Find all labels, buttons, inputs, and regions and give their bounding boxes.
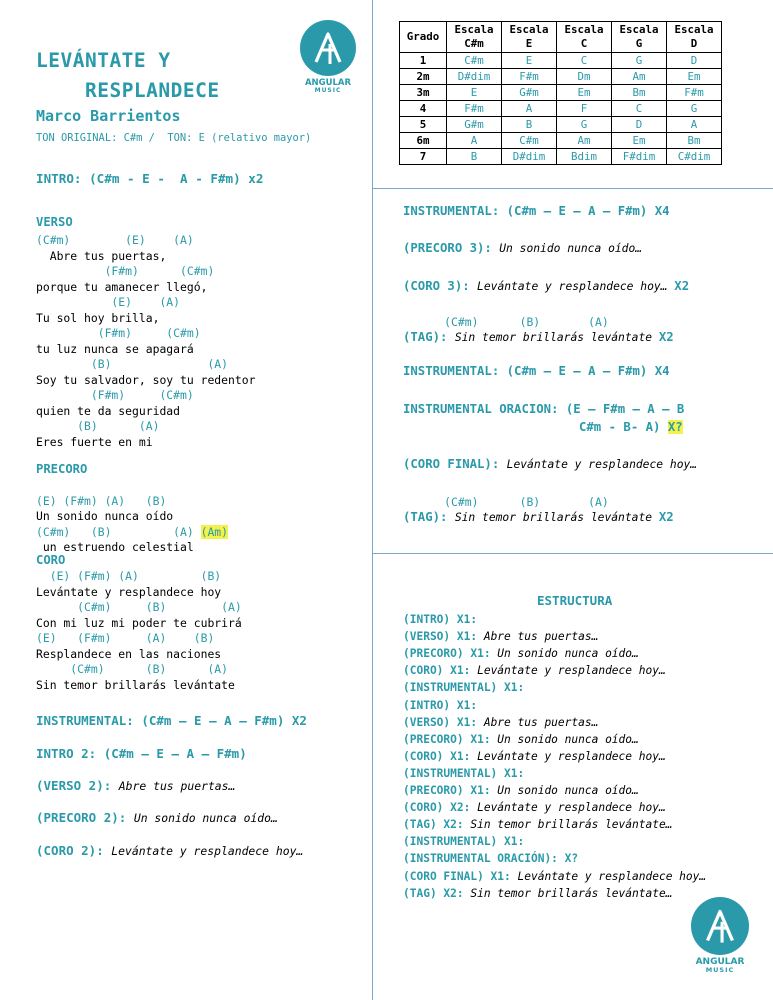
tag2-label: (TAG): <box>403 510 455 524</box>
coro3-lyric: Levántate y resplandece hoy… <box>477 280 675 293</box>
table-row <box>400 149 722 165</box>
chord-cell: F <box>557 101 612 117</box>
estructura-section: (PRECORO) X1: <box>403 732 498 746</box>
estructura-section: (CORO FINAL) X1: <box>403 869 518 883</box>
chord-line: (B) (A) <box>36 419 160 433</box>
chord-cell: F#m <box>502 69 557 85</box>
chord-cell: A <box>502 101 557 117</box>
estructura-item <box>403 681 524 694</box>
estructura-item <box>403 664 666 677</box>
estructura-item <box>403 767 524 780</box>
chord-line: (F#m) (C#m) <box>36 388 194 402</box>
chord-line: (C#m) (E) (A) <box>36 233 194 247</box>
lyric-line: Sin temor brillarás levántate <box>36 677 235 692</box>
instrumental-right-1: INSTRUMENTAL: (C#m – E – A – F#m) X4 <box>403 204 670 218</box>
coro-final-label: (CORO FINAL): <box>403 457 507 471</box>
angular-music-logo-icon <box>300 20 356 76</box>
chord-cell: Bdim <box>557 149 612 165</box>
lyric-line: Abre tus puertas, <box>36 248 167 263</box>
tag-lyric: Sin temor brillarás levántate <box>454 331 659 344</box>
estructura-section: (TAG) X2: <box>403 818 471 832</box>
tag2-lyric: Sin temor brillarás levántate <box>454 511 659 524</box>
estructura-section: (PRECORO) X1: <box>403 647 498 661</box>
estructura-section: (INSTRUMENTAL) X1: <box>403 766 525 780</box>
chord-cell: F#m <box>447 101 502 117</box>
coro-block <box>36 569 242 693</box>
chord-line: (E) (F#m) (A) (B) <box>36 493 167 508</box>
chord-cell: D <box>667 53 722 69</box>
grade-cell: 4 <box>400 101 447 117</box>
estructura-section: (INSTRUMENTAL) X1: <box>403 681 525 695</box>
estructura-lyric: Un sonido nunca oído… <box>497 647 639 661</box>
lyric-line: Resplandece en las naciones <box>36 646 222 661</box>
oracion-chords: C#m - B- A) <box>579 420 668 434</box>
estructura-section: (INSTRUMENTAL ORACIÓN): X? <box>403 852 579 866</box>
tag-repeat: X2 <box>658 330 674 344</box>
right-divider-1 <box>372 188 773 189</box>
chord-cell: Em <box>667 69 722 85</box>
grade-cell: 1 <box>400 53 447 69</box>
estructura-section: (CORO) X2: <box>403 801 478 815</box>
table-header: Escala C <box>557 22 612 53</box>
precoro3-lyric: Un sonido nunca oído… <box>499 242 643 255</box>
brand-logo-top <box>298 20 358 94</box>
estructura-section: (TAG) X2: <box>403 886 471 900</box>
brand-logo-bottom <box>686 897 754 974</box>
chord-cell: Am <box>557 133 612 149</box>
coro-final-line <box>403 457 697 471</box>
estructura-item <box>403 852 578 865</box>
logo-subtext: MUSIC <box>314 86 342 94</box>
estructura-section: (VERSO) X1: <box>403 630 484 644</box>
scale-table <box>399 21 722 165</box>
chord-line: (E) (F#m) (A) (B) <box>36 569 222 583</box>
grade-cell: 7 <box>400 149 447 165</box>
instrumental-right-2: INSTRUMENTAL: (C#m – E – A – F#m) X4 <box>403 364 670 378</box>
estructura-section: (INSTRUMENTAL) X1: <box>403 835 525 849</box>
grade-cell: 5 <box>400 117 447 133</box>
chord-cell: F#m <box>667 85 722 101</box>
table-row <box>400 69 722 85</box>
chord-cell: Dm <box>557 69 612 85</box>
logo-subtext: MUSIC <box>705 966 735 974</box>
chord-cell: A <box>447 133 502 149</box>
lyric-line: quien te da seguridad <box>36 403 181 418</box>
chord-cell: E <box>447 85 502 101</box>
chord-cell: G <box>557 117 612 133</box>
table-header: Escala E <box>502 22 557 53</box>
table-header: Grado <box>400 22 447 53</box>
estructura-lyric: Levántate y resplandece hoy… <box>477 749 666 763</box>
right-divider-2 <box>372 553 773 554</box>
chord-cell: G <box>612 53 667 69</box>
chord-cell: C#m <box>447 53 502 69</box>
estructura-item <box>403 870 706 883</box>
tag2-repeat: X2 <box>658 510 674 524</box>
coro2-label: (CORO 2): <box>36 843 112 858</box>
estructura-item <box>403 716 598 729</box>
precoro2-line <box>36 810 278 825</box>
estructura-item <box>403 835 524 848</box>
estructura-lyric: Abre tus puertas… <box>483 715 599 729</box>
oracion-line-2 <box>579 420 683 434</box>
precoro3-line <box>403 241 642 255</box>
estructura-item <box>403 887 672 900</box>
table-row <box>400 53 722 69</box>
chord-cell: B <box>447 149 502 165</box>
precoro2-lyric: Un sonido nunca oído… <box>133 811 278 825</box>
oracion-repeat-highlight: X? <box>667 420 683 434</box>
chord-line: (C#m) (B) (A) <box>36 600 242 614</box>
chord-cell: C#m <box>502 133 557 149</box>
precoro3-label: (PRECORO 3): <box>403 241 500 255</box>
verso2-lyric: Abre tus puertas… <box>118 779 236 793</box>
coro3-label: (CORO 3): <box>403 279 478 293</box>
estructura-lyric: Levántate y resplandece hoy… <box>517 869 707 883</box>
coro-heading: CORO <box>36 553 66 567</box>
verso-heading: VERSO <box>36 215 73 229</box>
lyric-line: Tu sol hoy brilla, <box>36 310 160 325</box>
lyric-line: tu luz nunca se apagará <box>36 341 194 356</box>
verso2-label: (VERSO 2): <box>36 778 119 793</box>
chord-cell: B <box>502 117 557 133</box>
title-line-1: LEVÁNTATE Y <box>36 49 171 72</box>
chord-cell: E <box>502 53 557 69</box>
grade-cell: 2m <box>400 69 447 85</box>
coro2-lyric: Levántate y resplandece hoy… <box>111 844 304 858</box>
estructura-title: ESTRUCTURA <box>537 593 613 608</box>
chord-line: (E) (F#m) (A) (B) <box>36 631 215 645</box>
coro-final-lyric: Levántate y resplandece hoy… <box>506 458 698 471</box>
intro-line: INTRO: (C#m - E - A - F#m) x2 <box>36 171 264 186</box>
estructura-lyric: Abre tus puertas… <box>483 630 599 644</box>
estructura-item <box>403 699 477 712</box>
estructura-lyric: Sin temor brillarás levántate… <box>470 886 673 900</box>
chord-cell: G#m <box>447 117 502 133</box>
estructura-item <box>403 801 666 814</box>
table-header: Escala C#m <box>447 22 502 53</box>
tag2-line <box>403 510 674 524</box>
chord-cell: G#m <box>502 85 557 101</box>
estructura-item <box>403 733 639 746</box>
table-header: Escala D <box>667 22 722 53</box>
precoro-heading: PRECORO <box>36 462 88 476</box>
author: Marco Barrientos <box>36 107 181 125</box>
estructura-lyric: Un sonido nunca oído… <box>497 732 639 746</box>
chord-cell: Am <box>612 69 667 85</box>
chord-cell: G <box>667 101 722 117</box>
estructura-item <box>403 630 598 643</box>
estructura-item <box>403 750 666 763</box>
chord-line: (E) (A) <box>36 295 181 309</box>
chord-line: (B) (A) <box>36 357 229 371</box>
lyric-line: Levántate y resplandece hoy <box>36 584 222 599</box>
coro3-repeat: X2 <box>674 279 690 293</box>
verso2-line <box>36 778 235 793</box>
estructura-lyric: Levántate y resplandece hoy… <box>477 801 666 815</box>
logo-text: ANGULAR <box>695 957 745 967</box>
coro3-line <box>403 279 689 293</box>
table-row <box>400 101 722 117</box>
chord-line: (F#m) (C#m) <box>36 326 201 340</box>
estructura-section: (CORO) X1: <box>403 749 478 763</box>
oracion-line-1: INSTRUMENTAL ORACION: (E – F#m – A – B <box>403 402 685 416</box>
lyric-line: Eres fuerte en mi <box>36 434 153 449</box>
precoro2-label: (PRECORO 2): <box>36 810 134 825</box>
estructura-section: (INTRO) X1: <box>403 698 478 712</box>
table-header: Escala G <box>612 22 667 53</box>
chord-cell: D <box>612 117 667 133</box>
song-title <box>36 46 220 106</box>
chord-cell: Em <box>612 133 667 149</box>
lyric-line: porque tu amanecer llegó, <box>36 279 208 294</box>
chord-cell: D#dim <box>447 69 502 85</box>
coro2-line <box>36 843 303 858</box>
estructura-section: (VERSO) X1: <box>403 715 484 729</box>
precoro-block <box>36 478 228 556</box>
estructura-section: (CORO) X1: <box>403 664 478 678</box>
highlighted-chord: (Am) <box>200 524 229 539</box>
logo-text: ANGULAR <box>304 78 352 88</box>
instrumental-left: INSTRUMENTAL: (C#m – E – A – F#m) X2 <box>36 713 307 728</box>
tag2-chords: (C#m) (B) (A) <box>403 495 609 509</box>
estructura-item <box>403 647 639 660</box>
verso-block <box>36 233 255 450</box>
estructura-lyric: Un sonido nunca oído… <box>497 784 639 797</box>
table-row <box>400 85 722 101</box>
lyric-line: Un sonido nunca oído <box>36 509 174 523</box>
estructura-section: (PRECORO) X1: <box>403 784 498 797</box>
table-row <box>400 133 722 149</box>
chord-cell: F#dim <box>612 149 667 165</box>
estructura-item <box>403 784 639 797</box>
grade-cell: 6m <box>400 133 447 149</box>
tag-chords: (C#m) (B) (A) <box>403 315 609 329</box>
chord-cell: D#dim <box>502 149 557 165</box>
estructura-lyric: Levántate y resplandece hoy… <box>477 664 666 678</box>
chord-cell: Bm <box>612 85 667 101</box>
estructura-section: (INTRO) X1: <box>403 613 478 626</box>
estructura-lyric: Sin temor brillarás levántate… <box>470 818 673 832</box>
table-row <box>400 117 722 133</box>
title-line-2: RESPLANDECE <box>84 79 220 102</box>
chord-line: (C#m) (B) (A) <box>36 662 229 676</box>
intro2-line: INTRO 2: (C#m – E – A – F#m) <box>36 746 247 761</box>
tag-label: (TAG): <box>403 330 455 344</box>
chord-cell: C <box>557 53 612 69</box>
tag-line <box>403 330 674 344</box>
estructura-item <box>403 818 672 831</box>
lyric-line: un estruendo celestial <box>36 540 194 554</box>
chord-cell: Em <box>557 85 612 101</box>
key-info: TON ORIGINAL: C#m / TON: E (relativo mayor) <box>36 132 312 144</box>
chord-cell: C <box>612 101 667 117</box>
chord-cell: C#dim <box>667 149 722 165</box>
estructura-item <box>403 613 477 626</box>
chord-cell: A <box>667 117 722 133</box>
chord-line: (C#m) (B) (A) <box>36 524 201 539</box>
grade-cell: 3m <box>400 85 447 101</box>
lyric-line: Soy tu salvador, soy tu redentor <box>36 372 256 387</box>
lyric-line: Con mi luz mi poder te cubrirá <box>36 615 242 630</box>
chord-line: (F#m) (C#m) <box>36 264 215 278</box>
angular-music-logo-icon <box>691 897 749 955</box>
column-divider <box>372 0 373 1000</box>
chord-cell: Bm <box>667 133 722 149</box>
